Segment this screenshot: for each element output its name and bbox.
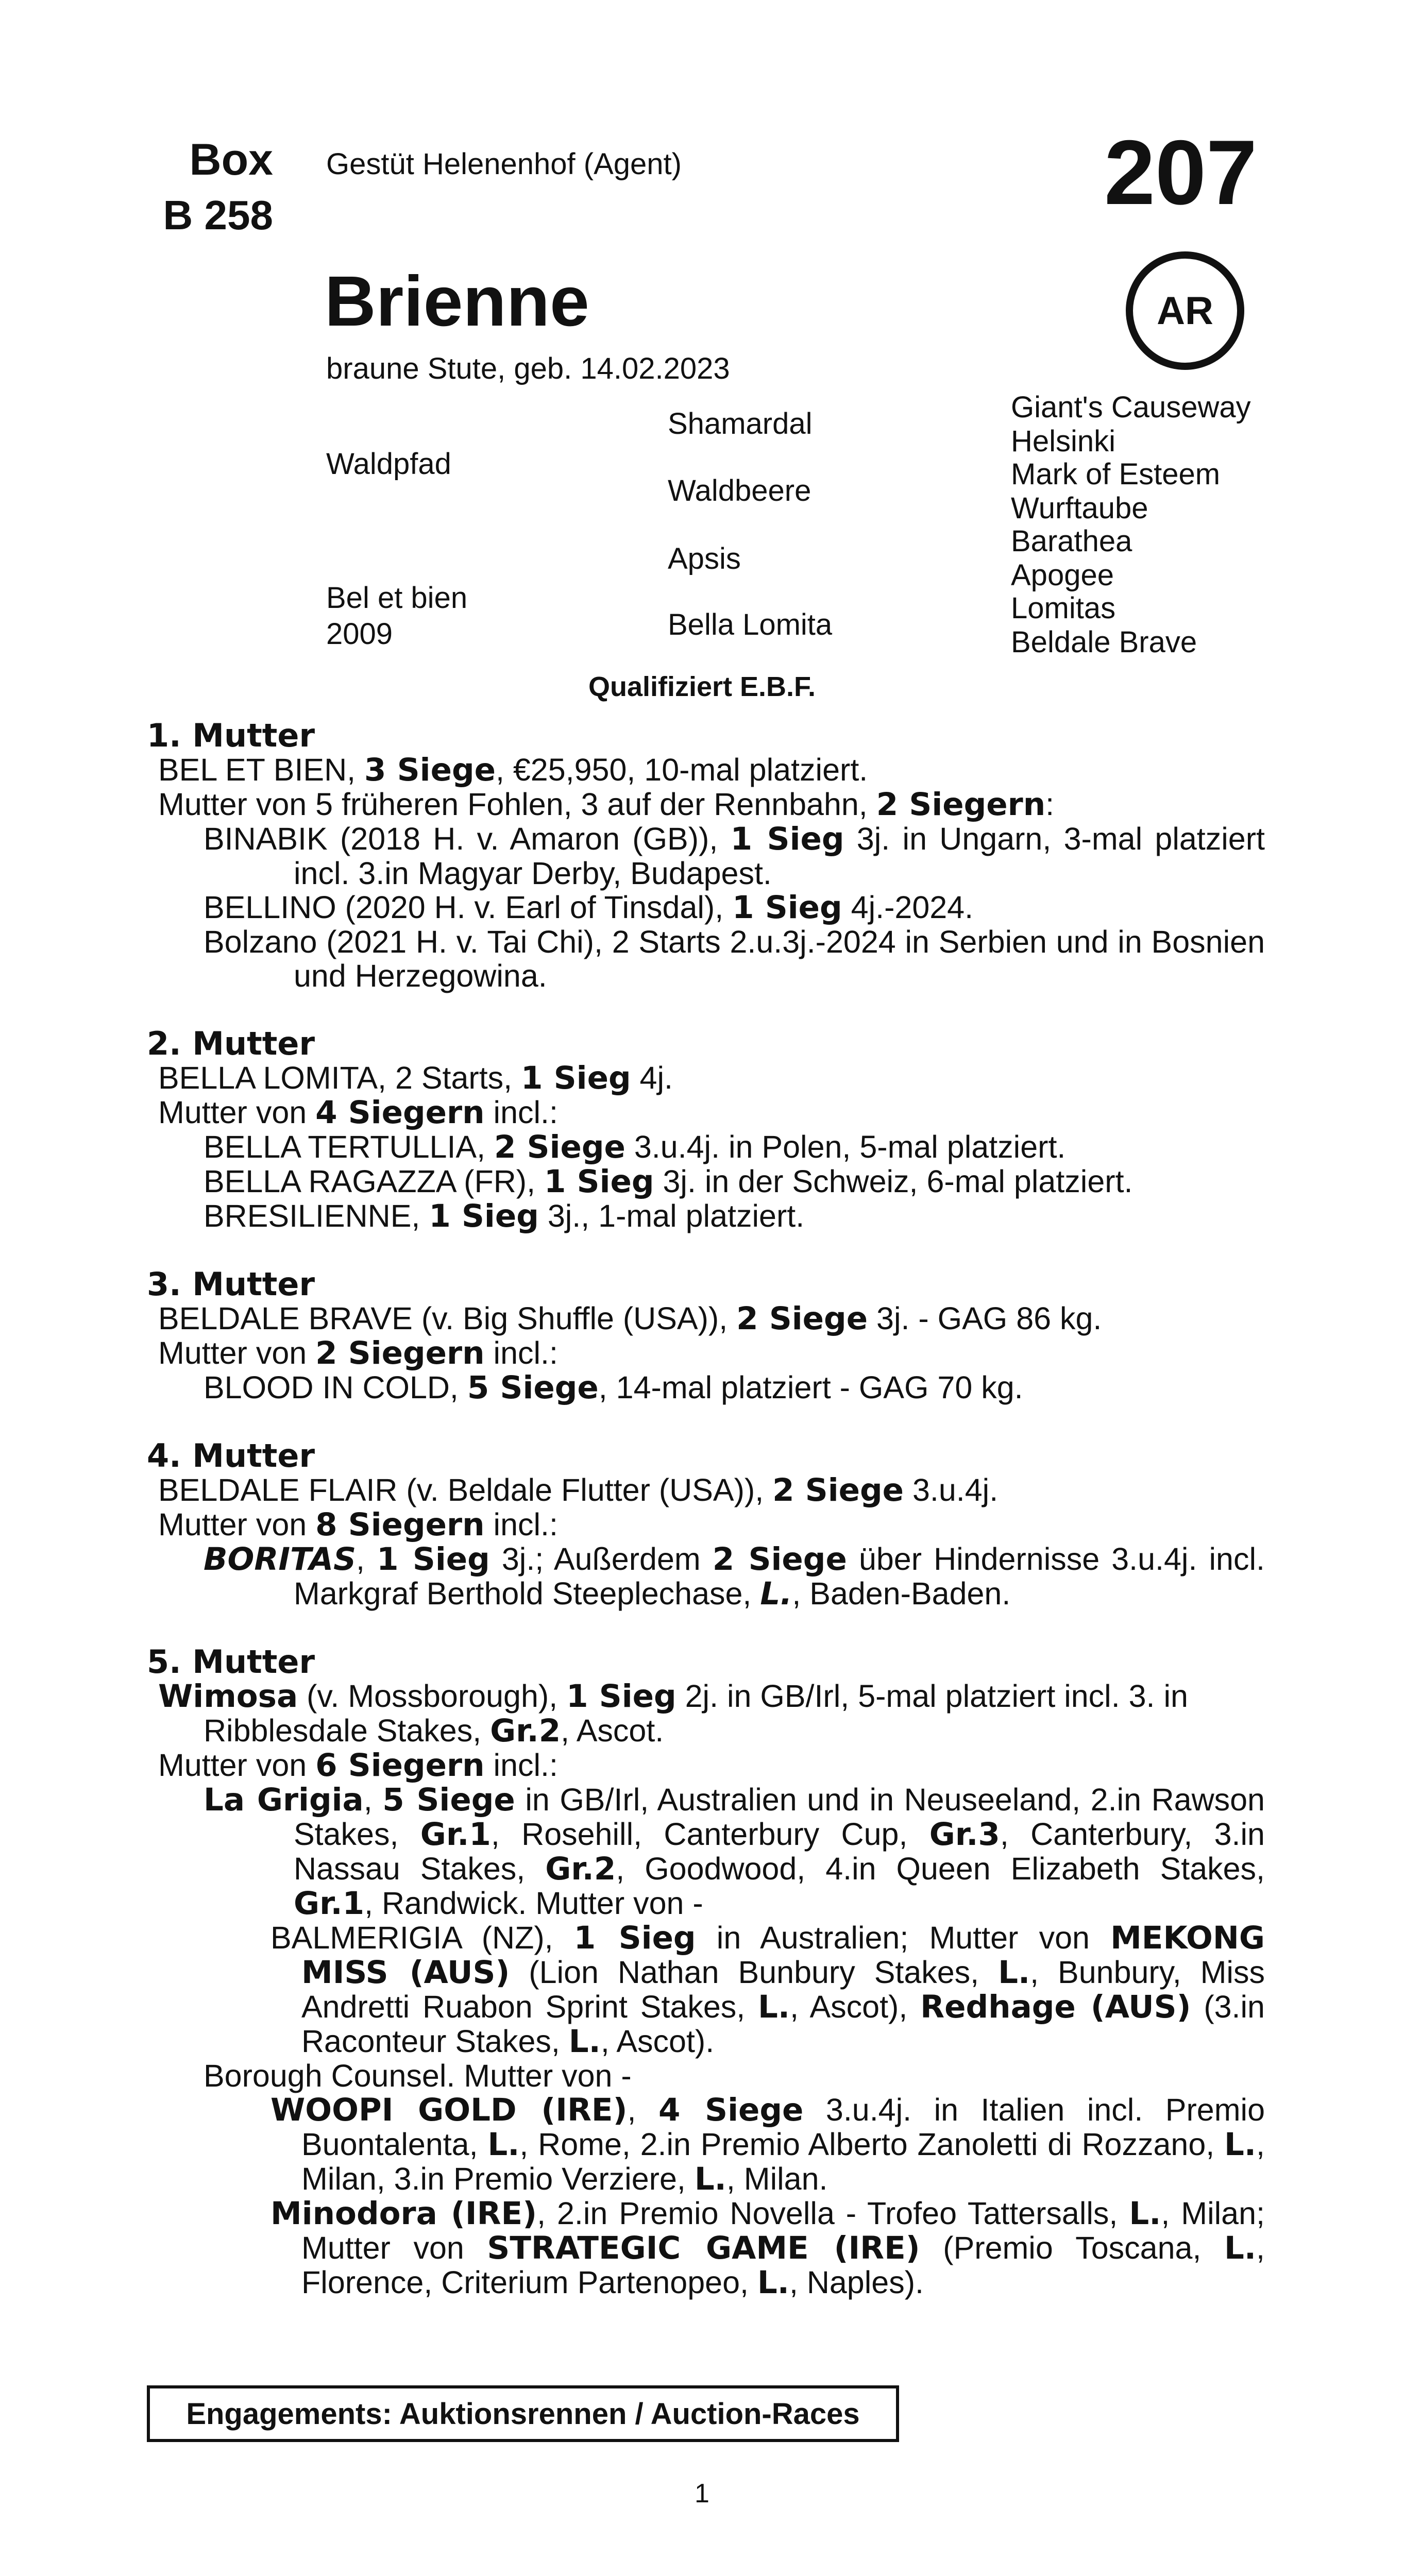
foal-name: BALMERIGIA (NZ),	[270, 1920, 574, 1955]
dam-record: 3j. - GAG 86 kg.	[868, 1301, 1102, 1336]
dam-line	[147, 1301, 1265, 1336]
produce-prefix: Mutter von	[158, 1335, 316, 1370]
produce-suffix: incl.:	[484, 1335, 558, 1370]
listed-marker: L.	[568, 2023, 601, 2060]
pedigree-dam-dam: Bella Lomita	[668, 608, 833, 641]
group-marker: Gr.2	[545, 1851, 616, 1887]
listed-marker: L.	[757, 2264, 789, 2301]
produce-prefix: Mutter von	[158, 1507, 316, 1542]
dam-name: BELDALE FLAIR (v. Beldale Flutter (USA)),	[158, 1472, 773, 1507]
pedigree-g3-8: Beldale Brave	[1011, 625, 1197, 659]
pedigree-g3-7: Lomitas	[1011, 591, 1116, 625]
foal-name: La Grigia	[204, 1782, 364, 1818]
dam-name: BELDALE BRAVE (v. Big Shuffle (USA)),	[158, 1301, 737, 1336]
pedigree-g3-2: Helsinki	[1011, 425, 1116, 458]
produce-winners: 8 Siegern	[315, 1506, 485, 1543]
text: , Ascot).	[600, 2024, 715, 2059]
foal-entry	[147, 1164, 1265, 1199]
text: , Canterbury, 3.in Nassau Stakes,	[294, 1817, 1265, 1886]
produce-suffix: :	[1045, 787, 1055, 822]
text: (3.in Raconteur Stakes,	[301, 1989, 1265, 2059]
text: , Florence, Criterium Partenopeo,	[301, 2230, 1265, 2300]
foal-entry	[147, 890, 1265, 925]
section-fourth-dam	[147, 1439, 1265, 1611]
listed-marker: L.	[760, 1575, 792, 1612]
foal-wins: 2 Siege	[494, 1129, 625, 1165]
text: , Ascot.	[561, 1713, 664, 1748]
produce-line	[147, 787, 1265, 822]
foal-name: BRESILIENNE,	[204, 1198, 429, 1233]
text: in Australien; Mutter von	[696, 1920, 1111, 1955]
foal-record: 3j. in der Schweiz, 6-mal platziert.	[654, 1164, 1133, 1199]
text: , Randwick. Mutter von -	[364, 1886, 703, 1921]
foal-record: 3j. in Ungarn, 3-mal platziert incl. 3.in Magyar Derby, Budapest.	[294, 821, 1265, 891]
pedigree-g3-4: Wurftaube	[1011, 492, 1148, 525]
winner-name: STRATEGIC GAME (IRE)	[487, 2230, 920, 2266]
text: , Rome, 2.in Premio Alberto Zanoletti di Rozzano,	[519, 2127, 1224, 2162]
text: 2j. in GB/Irl, 5-mal platziert incl. 3. in Ribblesdale Stakes,	[204, 1679, 1188, 1748]
dam-wins: 1 Sieg	[521, 1060, 631, 1096]
dam-wins: 1 Sieg	[566, 1678, 676, 1715]
listed-marker: L.	[998, 1954, 1030, 1991]
dam-wins: 2 Siege	[736, 1300, 868, 1337]
foal-name: BLOOD IN COLD,	[204, 1370, 467, 1405]
produce-winners: 2 Siegern	[315, 1335, 485, 1371]
text: in GB/Irl, Australien und in Neuseeland, 2.in Rawson Stakes,	[294, 1782, 1265, 1852]
text: 3j.; Außerdem	[489, 1541, 713, 1577]
foal-wins: 4 Siege	[658, 2092, 804, 2128]
dam-line	[147, 1473, 1265, 1507]
text: (Lion Nathan Bunbury Stakes,	[510, 1955, 999, 1990]
produce-line	[147, 1095, 1265, 1130]
text: (v. Mossborough),	[298, 1679, 567, 1714]
produce-prefix: Mutter von	[158, 1095, 316, 1130]
foal-wins: 1 Sieg	[429, 1198, 539, 1234]
text: , Bunbury, Miss Andretti Ruabon Sprint Stakes,	[301, 1955, 1265, 2024]
grand-produce-entry	[147, 2093, 1265, 2196]
text: 3.u.4j. in Italien incl. Premio Buontalenta,	[301, 2092, 1265, 2162]
section-third-dam	[147, 1267, 1265, 1405]
pedigree-sire-dam: Waldbeere	[668, 474, 811, 507]
produce-winners: 2 Siegern	[876, 786, 1046, 823]
produce-line	[147, 1336, 1265, 1370]
box-number: B 258	[163, 192, 273, 238]
grand-produce-entry	[147, 1921, 1265, 2059]
text: , 2.in Premio Novella - Trofeo Tattersalls,	[537, 2196, 1129, 2231]
foal-entry	[147, 1783, 1265, 1921]
produce-line	[147, 1507, 1265, 1542]
text: ,	[627, 2092, 658, 2127]
foal-name: WOOPI GOLD (IRE)	[270, 2092, 628, 2128]
dam-name: BELLA LOMITA, 2 Starts,	[158, 1060, 521, 1095]
dam-name: Wimosa	[158, 1678, 298, 1715]
text: , Ascot),	[790, 1989, 921, 2024]
listed-marker: L.	[1224, 2230, 1257, 2266]
page-number: 1	[695, 2479, 709, 2509]
produce-suffix: incl.:	[484, 1507, 558, 1542]
pedigree-dam: Bel et bien	[326, 581, 468, 615]
foal-name: Bolzano (2021 H. v. Tai Chi), 2 Starts 2.u.3j.-2024 in Serbien und in Bosnien und Herzegowina.	[204, 924, 1265, 993]
pedigree-sire: Waldpfad	[326, 447, 451, 481]
ar-badge-label: AR	[1157, 289, 1213, 333]
text: , Baden-Baden.	[792, 1576, 1011, 1611]
dam-record: , €25,950, 10-mal platziert.	[495, 752, 868, 787]
text: , Goodwood, 4.in Queen Elizabeth Stakes,	[616, 1851, 1265, 1886]
text: , Naples).	[789, 2265, 924, 2300]
pedigree-sire-sire: Shamardal	[668, 407, 813, 440]
foal-name: BELLINO (2020 H. v. Earl of Tinsdal),	[204, 890, 733, 925]
foal-jump-wins: 2 Siege	[712, 1541, 847, 1578]
text: ,	[356, 1541, 377, 1577]
winner-name: Redhage (AUS)	[920, 1989, 1191, 2025]
pedigree-dam-sire: Apsis	[668, 542, 741, 575]
section-heading: 4. Mutter	[147, 1437, 315, 1475]
dam-name: BEL ET BIEN,	[158, 752, 365, 787]
engagements-box	[147, 2385, 899, 2442]
horse-description: braune Stute, geb. 14.02.2023	[326, 352, 730, 385]
produce-prefix: Mutter von	[158, 1748, 316, 1783]
text: , Milan.	[726, 2161, 828, 2196]
dam-wins: 2 Siege	[772, 1472, 904, 1509]
foal-wins: 1 Sieg	[732, 889, 842, 926]
dam-line	[147, 1061, 1265, 1095]
dam-wins: 3 Siege	[364, 752, 496, 788]
grand-foal	[270, 1921, 1265, 2059]
foal-wins: 1 Sieg	[544, 1163, 654, 1200]
listed-marker: L.	[1224, 2126, 1257, 2163]
section-heading: 1. Mutter	[147, 717, 315, 754]
produce-winners: 6 Siegern	[315, 1747, 485, 1784]
text: ,	[363, 1782, 383, 1817]
group-marker: Gr.2	[490, 1713, 561, 1749]
pedigree-g3-1: Giant's Causeway	[1011, 391, 1251, 424]
section-heading: 5. Mutter	[147, 1643, 315, 1681]
foal-wins: 1 Sieg	[573, 1920, 696, 1956]
foal-entry	[147, 925, 1265, 993]
foal-record: 4j.-2024.	[842, 890, 974, 925]
foal-wins: 5 Siege	[467, 1369, 599, 1406]
pedigree-g3-3: Mark of Esteem	[1011, 457, 1221, 491]
lot-number: 207	[1104, 121, 1257, 224]
family-content	[147, 719, 1265, 2334]
group-marker: Gr.1	[420, 1816, 491, 1853]
produce-line	[147, 1748, 1265, 1783]
box-label: Box	[189, 135, 273, 184]
text: über Hindernisse 3.u.4j. incl. Markgraf Berthold Steeplechase,	[294, 1541, 1265, 1611]
dam-line	[147, 1679, 1265, 1748]
grand-foal	[270, 2093, 1265, 2196]
pedigree-g3-6: Apogee	[1011, 558, 1114, 592]
ar-badge	[1126, 251, 1244, 370]
group-marker: Gr.1	[294, 1885, 365, 1922]
grand-foal	[270, 2196, 1265, 2300]
section-heading: 3. Mutter	[147, 1265, 315, 1303]
foal-entry	[147, 1370, 1265, 1405]
group-marker: Gr.3	[929, 1816, 1000, 1853]
foal-entry	[147, 822, 1265, 890]
section-fifth-dam	[147, 1645, 1265, 2300]
winner-name: MEKONG MISS (AUS)	[301, 1920, 1265, 1991]
text: , Milan; Mutter von	[301, 2196, 1265, 2265]
listed-marker: L.	[1129, 2195, 1161, 2232]
breeder: Gestüt Helenenhof (Agent)	[326, 147, 682, 181]
horse-name: Brienne	[325, 262, 589, 341]
engagements-label: Engagements: Auktionsrennen / Auction-Races	[186, 2397, 860, 2431]
foal-entry	[147, 1130, 1265, 1164]
grand-produce-entry	[147, 2196, 1265, 2300]
dam-record: 3.u.4j.	[904, 1472, 999, 1507]
foal-wins: 5 Siege	[382, 1782, 515, 1818]
foal-wins: 1 Sieg	[377, 1541, 490, 1578]
listed-marker: L.	[694, 2161, 726, 2197]
qualification-note: Qualifiziert E.B.F.	[588, 671, 816, 702]
foal-name: BELLA RAGAZZA (FR),	[204, 1164, 544, 1199]
dam-line	[147, 753, 1265, 787]
section-first-dam	[147, 719, 1265, 993]
borough-counsel-line: Borough Counsel. Mutter von -	[204, 2058, 632, 2093]
foal-record: , 14-mal platziert - GAG 70 kg.	[598, 1370, 1023, 1405]
produce-winners: 4 Siegern	[315, 1094, 485, 1131]
listed-marker: L.	[758, 1989, 790, 2025]
foal-record: 3.u.4j. in Polen, 5-mal platziert.	[625, 1129, 1066, 1164]
pedigree-dam-year: 2009	[326, 617, 393, 651]
pedigree-g3-5: Barathea	[1011, 524, 1132, 558]
text: , Milan, 3.in Premio Verziere,	[301, 2127, 1265, 2196]
foal-name: BORITAS	[204, 1541, 357, 1578]
produce-suffix: incl.:	[484, 1095, 558, 1130]
dam-record: 4j.	[631, 1060, 673, 1095]
foal-wins: 1 Sieg	[730, 821, 844, 857]
foal-name: BINABIK (2018 H. v. Amaron (GB)),	[204, 821, 731, 856]
text: (Premio Toscana,	[920, 2230, 1224, 2265]
produce-prefix: Mutter von 5 früheren Fohlen, 3 auf der Rennbahn,	[158, 787, 876, 822]
section-second-dam	[147, 1027, 1265, 1233]
foal-entry	[147, 1199, 1265, 1233]
foal-name: Minodora (IRE)	[270, 2195, 537, 2232]
foal-entry	[147, 1542, 1265, 1611]
produce-suffix: incl.:	[484, 1748, 558, 1783]
section-heading: 2. Mutter	[147, 1025, 315, 1062]
foal-name: BELLA TERTULLIA,	[204, 1129, 494, 1164]
text: , Rosehill, Canterbury Cup,	[490, 1817, 929, 1852]
foal-record: 3j., 1-mal platziert.	[538, 1198, 805, 1233]
listed-marker: L.	[487, 2126, 520, 2163]
